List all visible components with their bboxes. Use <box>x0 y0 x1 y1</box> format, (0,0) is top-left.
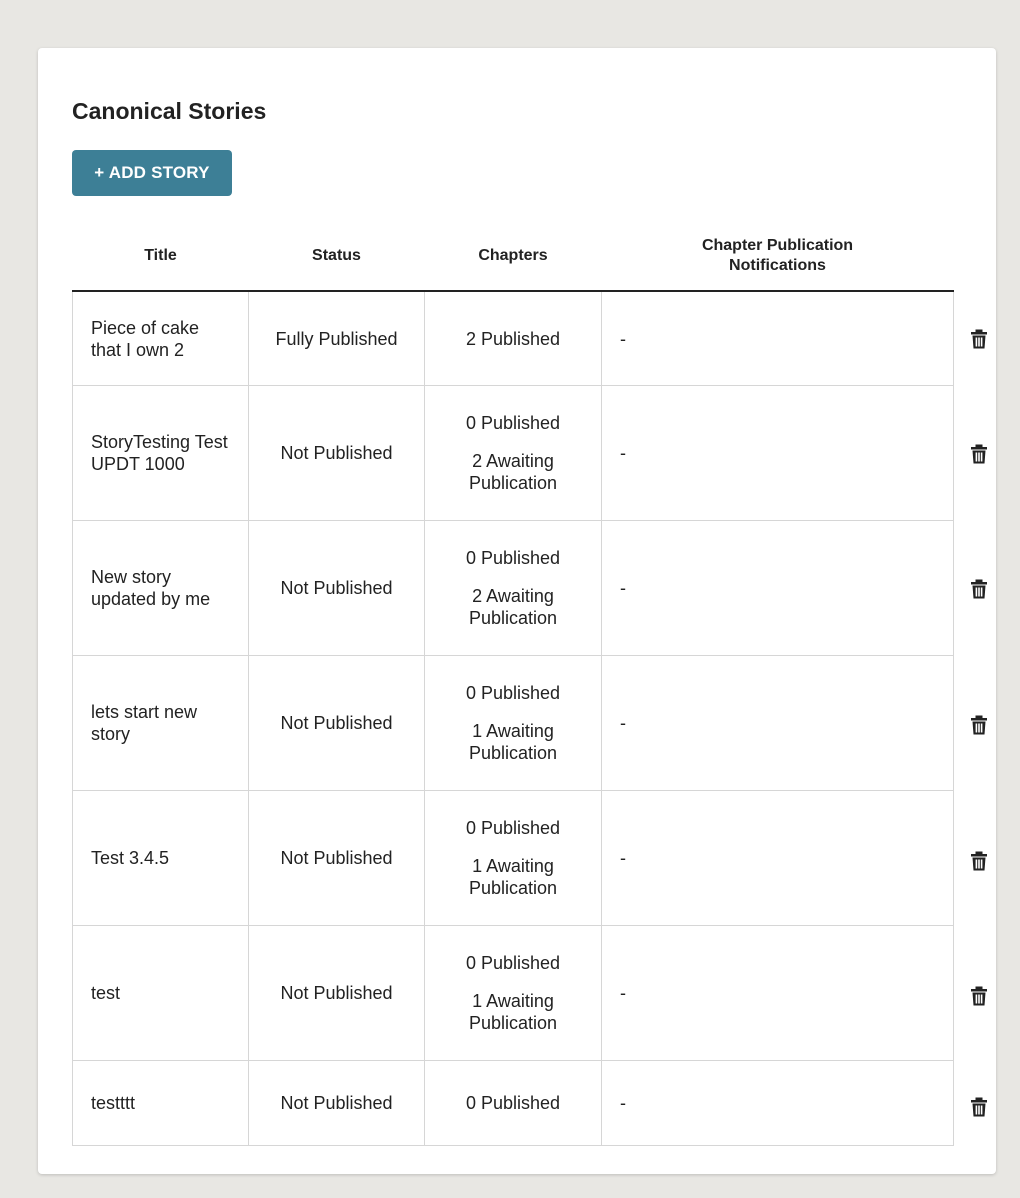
story-chapters <box>425 521 602 656</box>
story-chapters <box>425 1061 602 1146</box>
chapters-awaiting: 2 Awaiting Publication <box>468 586 558 628</box>
story-notifications: - <box>602 791 954 926</box>
story-status: Fully Published <box>249 291 425 386</box>
story-title: Piece of cake that I own 2 <box>73 291 249 386</box>
story-chapters <box>425 656 602 791</box>
story-notifications: - <box>602 926 954 1061</box>
story-title: test <box>73 926 249 1061</box>
chapters-published: 0 Published <box>465 548 561 568</box>
page-title: Canonical Stories <box>72 98 267 124</box>
column-header-title: Title <box>73 222 249 291</box>
story-chapters <box>425 791 602 926</box>
story-title: StoryTesting Test UPDT 1000 <box>73 386 249 521</box>
trash-icon[interactable] <box>968 714 990 736</box>
chapters-published: 0 Published <box>465 1093 561 1113</box>
chapters-published: 0 Published <box>465 818 561 838</box>
trash-icon[interactable] <box>968 443 990 465</box>
delete-story-button[interactable] <box>970 851 988 871</box>
add-story-button[interactable]: + ADD STORY <box>72 150 232 196</box>
stories-table <box>72 222 954 1146</box>
chapters-published: 0 Published <box>465 683 561 703</box>
story-title: lets start new story <box>73 656 249 791</box>
story-title: testttt <box>73 1061 249 1146</box>
trash-icon[interactable] <box>968 328 990 350</box>
story-status: Not Published <box>249 386 425 521</box>
trash-icon[interactable] <box>968 1096 990 1118</box>
stories-card <box>38 48 996 1174</box>
story-status: Not Published <box>249 521 425 656</box>
story-notifications: - <box>602 521 954 656</box>
delete-story-button[interactable] <box>970 986 988 1006</box>
table-header-row <box>73 222 954 291</box>
table-row <box>73 386 954 521</box>
column-header-notifications: Chapter Publication Notifications <box>602 222 954 291</box>
chapters-published: 0 Published <box>465 413 561 433</box>
table-row <box>73 521 954 656</box>
table-row <box>73 926 954 1061</box>
table-row <box>73 791 954 926</box>
delete-story-button[interactable] <box>970 444 988 464</box>
story-notifications: - <box>602 1061 954 1146</box>
story-title: Test 3.4.5 <box>73 791 249 926</box>
story-status: Not Published <box>249 656 425 791</box>
table-row <box>73 291 954 386</box>
chapters-awaiting: 1 Awaiting Publication <box>468 721 558 763</box>
story-notifications: - <box>602 291 954 386</box>
chapters-published: 2 Published <box>465 328 561 349</box>
trash-icon[interactable] <box>968 578 990 600</box>
trash-icon[interactable] <box>968 850 990 872</box>
delete-story-button[interactable] <box>970 329 988 349</box>
story-title: New story updated by me <box>73 521 249 656</box>
story-status: Not Published <box>249 926 425 1061</box>
column-header-status: Status <box>249 222 425 291</box>
story-notifications: - <box>602 656 954 791</box>
story-status: Not Published <box>249 791 425 926</box>
table-row <box>73 1061 954 1146</box>
table-row <box>73 656 954 791</box>
story-notifications: - <box>602 386 954 521</box>
story-chapters <box>425 386 602 521</box>
delete-story-button[interactable] <box>970 1097 988 1117</box>
story-status: Not Published <box>249 1061 425 1146</box>
column-header-chapters: Chapters <box>425 222 602 291</box>
chapters-awaiting: 2 Awaiting Publication <box>468 451 558 493</box>
trash-icon[interactable] <box>968 985 990 1007</box>
delete-story-button[interactable] <box>970 579 988 599</box>
delete-story-button[interactable] <box>970 715 988 735</box>
chapters-awaiting: 1 Awaiting Publication <box>468 991 558 1033</box>
chapters-published: 0 Published <box>465 953 561 973</box>
story-chapters <box>425 926 602 1061</box>
story-chapters <box>425 291 602 386</box>
chapters-awaiting: 1 Awaiting Publication <box>468 856 558 898</box>
